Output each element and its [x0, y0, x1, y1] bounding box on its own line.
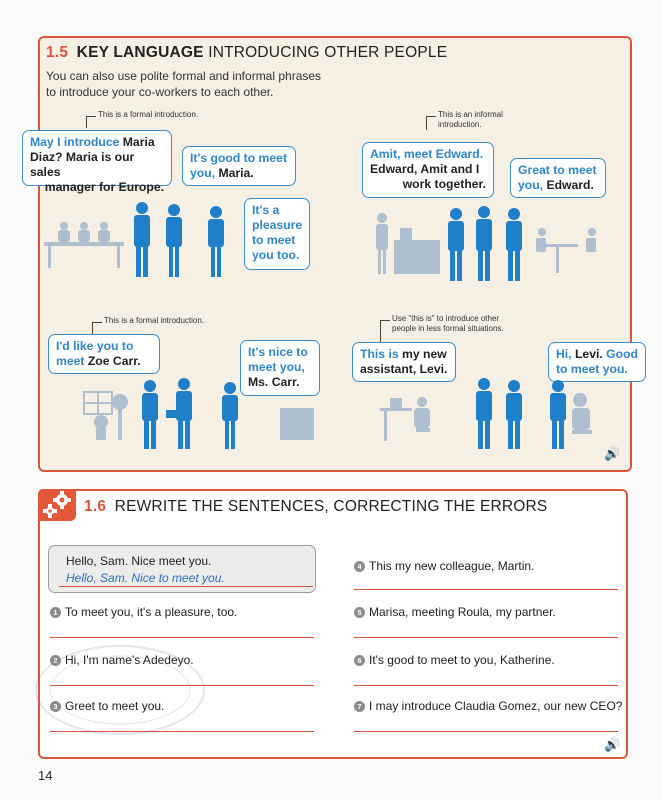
scene2-note: This is an informal introduction.: [438, 110, 503, 129]
watermark-stamp: [30, 640, 210, 740]
example-sentence: Hello, Sam. Nice meet you.: [66, 554, 212, 568]
example-answer: Hello, Sam. Nice to meet you.: [66, 571, 225, 585]
example-box: [48, 545, 316, 593]
bubble-good-to-meet-you-maria: It's good to meet you, Maria.: [182, 146, 296, 186]
intro-text: You can also use polite formal and informal phrases to introduce your co-workers to each other.: [46, 69, 322, 99]
page-number: 14: [38, 768, 53, 783]
speaker-icon[interactable]: 🔊: [604, 737, 621, 752]
reception-illustration: [376, 378, 626, 450]
exercise-item-7: 7 I may introduce Claudia Gomez, our new CEO?: [354, 699, 622, 713]
bubble-amit-meet-edward: Amit, meet Edward. Edward, Amit and I work together.: [362, 142, 494, 198]
scene3-note: This is a formal introduction.: [104, 316, 205, 325]
bubble-may-i-introduce: May I introduce Maria Diaz? Maria is our sales manager for Europe.: [22, 130, 172, 186]
exercise-item-3: 3 Greet to meet you.: [50, 699, 164, 713]
scene1-note: This is a formal introduction.: [98, 110, 199, 119]
exercise-item-6: 6 It's good to meet to you, Katherine.: [354, 653, 555, 667]
answer-line-6[interactable]: [354, 685, 618, 686]
gear-icon-box: [38, 489, 76, 521]
office-meeting-illustration: [44, 202, 244, 282]
bubble-this-is-my-new-assistant: This is my new assistant, Levi.: [352, 342, 456, 382]
exercise-item-2: 2 Hi, I'm name's Adedeyo.: [50, 653, 194, 667]
bubble-great-to-meet-you: Great to meet you, Edward.: [510, 158, 606, 198]
bubble-like-you-to-meet: I'd like you to meet Zoe Carr.: [48, 334, 160, 374]
answer-line-1[interactable]: [50, 637, 314, 638]
bubble-pleasure-to-meet-you: It's a pleasure to meet you too.: [244, 198, 310, 270]
office-window-illustration: [80, 378, 330, 450]
bubble-hi-levi: Hi, Levi. Good to meet you.: [548, 342, 646, 382]
exercise-item-5: 5 Marisa, meeting Roula, my partner.: [354, 605, 556, 619]
answer-line-7[interactable]: [354, 731, 618, 732]
gear-icon: [38, 489, 76, 521]
scene4-note: Use "this is" to introduce other people in less formal situations.: [392, 314, 504, 333]
answer-line-5[interactable]: [354, 637, 618, 638]
exercise-item-1: 1 To meet you, it's a pleasure, too.: [50, 605, 237, 619]
key-language-panel: [30, 36, 638, 472]
answer-line-4[interactable]: [354, 589, 618, 590]
exercise-item-4: 4 This my new colleague, Martin.: [354, 559, 534, 573]
bubble-nice-to-meet-you: It's nice to meet you, Ms. Carr.: [240, 340, 320, 396]
speaker-icon[interactable]: 🔊: [604, 446, 621, 461]
section-title-16: 1.6 REWRITE THE SENTENCES, CORRECTING THE ERRORS: [84, 498, 548, 515]
kitchen-meeting-illustration: [370, 206, 620, 286]
section-title: 1.5 KEY LANGUAGE INTRODUCING OTHER PEOPLE: [46, 44, 448, 61]
